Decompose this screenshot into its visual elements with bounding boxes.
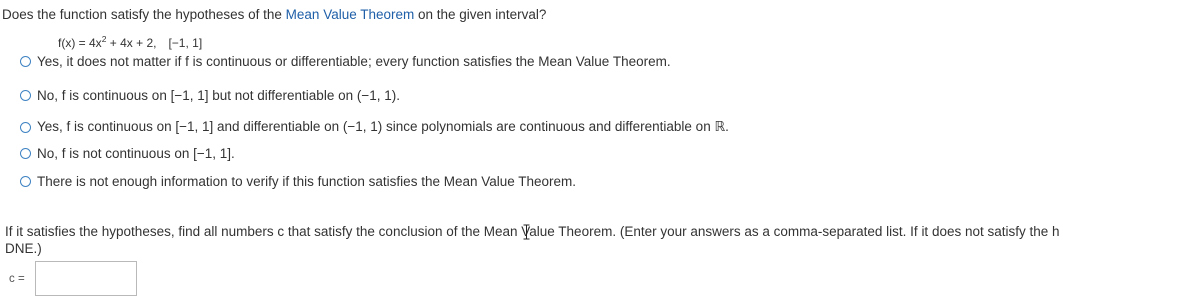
- followup-instructions: [5, 223, 1200, 257]
- function-definition: [58, 34, 202, 50]
- option-label: Yes, it does not matter if f is continuous or differentiable; every function satisfies the Mean Value Theorem.: [37, 53, 671, 69]
- option-label: There is not enough information to verify if this function satisfies the Mean Value Theorem.: [37, 173, 577, 189]
- radio-button[interactable]: [20, 122, 31, 133]
- option-label: Yes, f is continuous on [−1, 1] and differentiable on (−1, 1) since polynomials are continuous and differentiable on ℝ.: [37, 119, 729, 134]
- question-text: [2, 7, 546, 22]
- option-yes-any-function[interactable]: [20, 52, 671, 70]
- followup-line-1: If it satisfies the hypotheses, find all numbers c that satisfy the conclusion of the Mean Value Theorem. (Enter your answers as a comma-separated list. If it does not satisfy the h: [5, 224, 1060, 239]
- answer-label: c =: [9, 273, 25, 285]
- function-rhs: + 4x + 2,: [106, 36, 157, 50]
- radio-button[interactable]: [20, 90, 31, 101]
- option-no-not-continuous[interactable]: [20, 144, 235, 162]
- function-interval: [−1, 1]: [168, 36, 203, 50]
- option-yes-polynomial[interactable]: [20, 118, 729, 136]
- question-prefix: Does the function satisfy the hypotheses of the: [2, 7, 286, 22]
- radio-button[interactable]: [20, 148, 31, 159]
- option-not-enough-info[interactable]: [20, 172, 576, 190]
- option-no-not-differentiable[interactable]: [20, 86, 400, 104]
- function-lhs: f(x) = 4x: [58, 36, 102, 50]
- function-exponent: 2: [101, 34, 107, 44]
- text-cursor-icon: [523, 224, 530, 240]
- followup-line-2: DNE.): [5, 241, 42, 256]
- radio-button[interactable]: [20, 176, 31, 187]
- mean-value-theorem-term: Mean Value Theorem: [285, 7, 415, 22]
- option-label: No, f is continuous on [−1, 1] but not differentiable on (−1, 1).: [37, 87, 400, 103]
- answer-input[interactable]: [35, 261, 137, 296]
- radio-button[interactable]: [20, 56, 31, 67]
- question-suffix: on the given interval?: [414, 7, 547, 22]
- option-label: No, f is not continuous on [−1, 1].: [37, 145, 235, 161]
